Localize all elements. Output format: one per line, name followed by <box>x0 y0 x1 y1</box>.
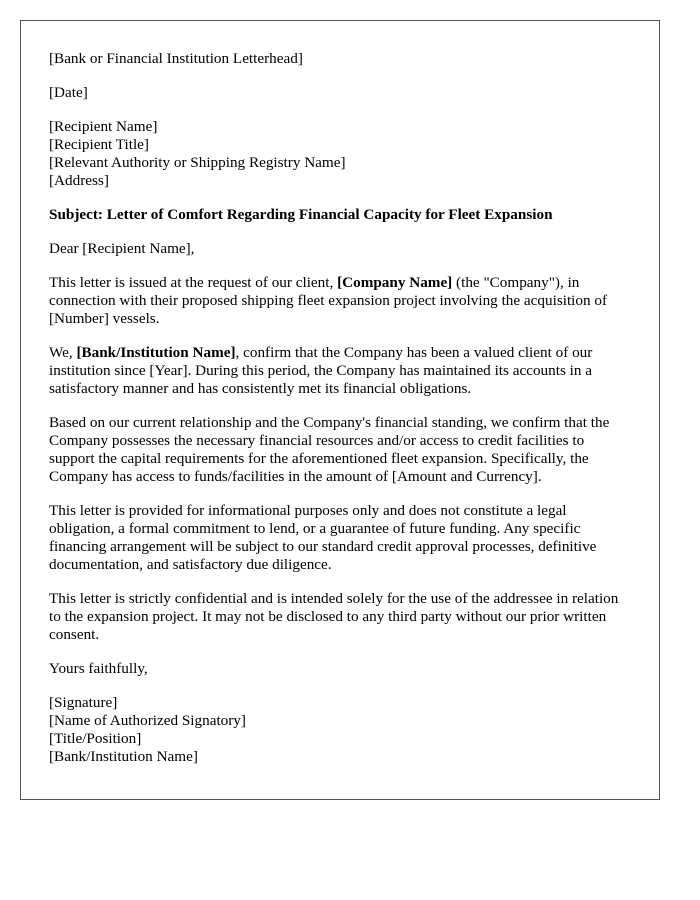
closing: Yours faithfully, <box>49 660 148 677</box>
paragraph-relationship <box>49 344 631 398</box>
salutation: Dear [Recipient Name], <box>49 240 195 257</box>
recipient-authority: [Relevant Authority or Shipping Registry Name] <box>49 154 346 171</box>
subject-line: Subject: Letter of Comfort Regarding Financial Capacity for Fleet Expansion <box>49 206 553 223</box>
signatory-title: [Title/Position] <box>49 730 142 747</box>
letter-date: [Date] <box>49 84 88 101</box>
recipient-address: [Address] <box>49 172 109 189</box>
paragraph-request-end: (the "Company"), in connection with their proposed shipping fleet expansion project involving the acquisition of [Number] vessels. <box>49 274 608 327</box>
letterhead: [Bank or Financial Institution Letterhead] <box>49 50 303 67</box>
recipient-name: [Recipient Name] <box>49 118 158 135</box>
signature-placeholder: [Signature] <box>49 694 118 711</box>
paragraph-request-start: This letter is issued at the request of our client, <box>49 274 338 291</box>
paragraph-disclaimer: This letter is provided for informational purposes only and does not constitute a legal obligation, a formal commitment to lend, or a guarantee of future funding. Any specific financing arrangement will be subject to our standard credit approval processes, definitive documentation, and satisfactory due diligence. <box>49 502 597 573</box>
signature-block <box>49 694 631 766</box>
paragraph-financial-capacity: Based on our current relationship and the Company's financial standing, we confirm that the Company possesses the necessary financial resources and/or access to credit facilities to support the capital requirements for the aforementioned fleet expansion. Specifically, the Company has access to funds/facilities in the amount of [Amount and Currency]. <box>49 414 610 485</box>
paragraph-relationship-end: , confirm that the Company has been a valued client of our institution since [Year]. During this period, the Company has maintained its accounts in a satisfactory manner and has consistently met its financial obligations. <box>49 344 593 397</box>
signatory-name: [Name of Authorized Signatory] <box>49 712 246 729</box>
paragraph-confidentiality: This letter is strictly confidential and is intended solely for the use of the addressee in relation to the expansion project. It may not be disclosed to any third party without our prior written consent. <box>49 590 619 643</box>
signatory-bank: [Bank/Institution Name] <box>49 748 198 765</box>
bank-name: [Bank/Institution Name] <box>76 344 236 361</box>
paragraph-request <box>49 274 631 328</box>
company-name: [Company Name] <box>337 274 453 291</box>
letter-page <box>20 20 660 800</box>
recipient-block <box>49 118 631 190</box>
recipient-title: [Recipient Title] <box>49 136 149 153</box>
paragraph-relationship-start: We, <box>49 344 77 361</box>
